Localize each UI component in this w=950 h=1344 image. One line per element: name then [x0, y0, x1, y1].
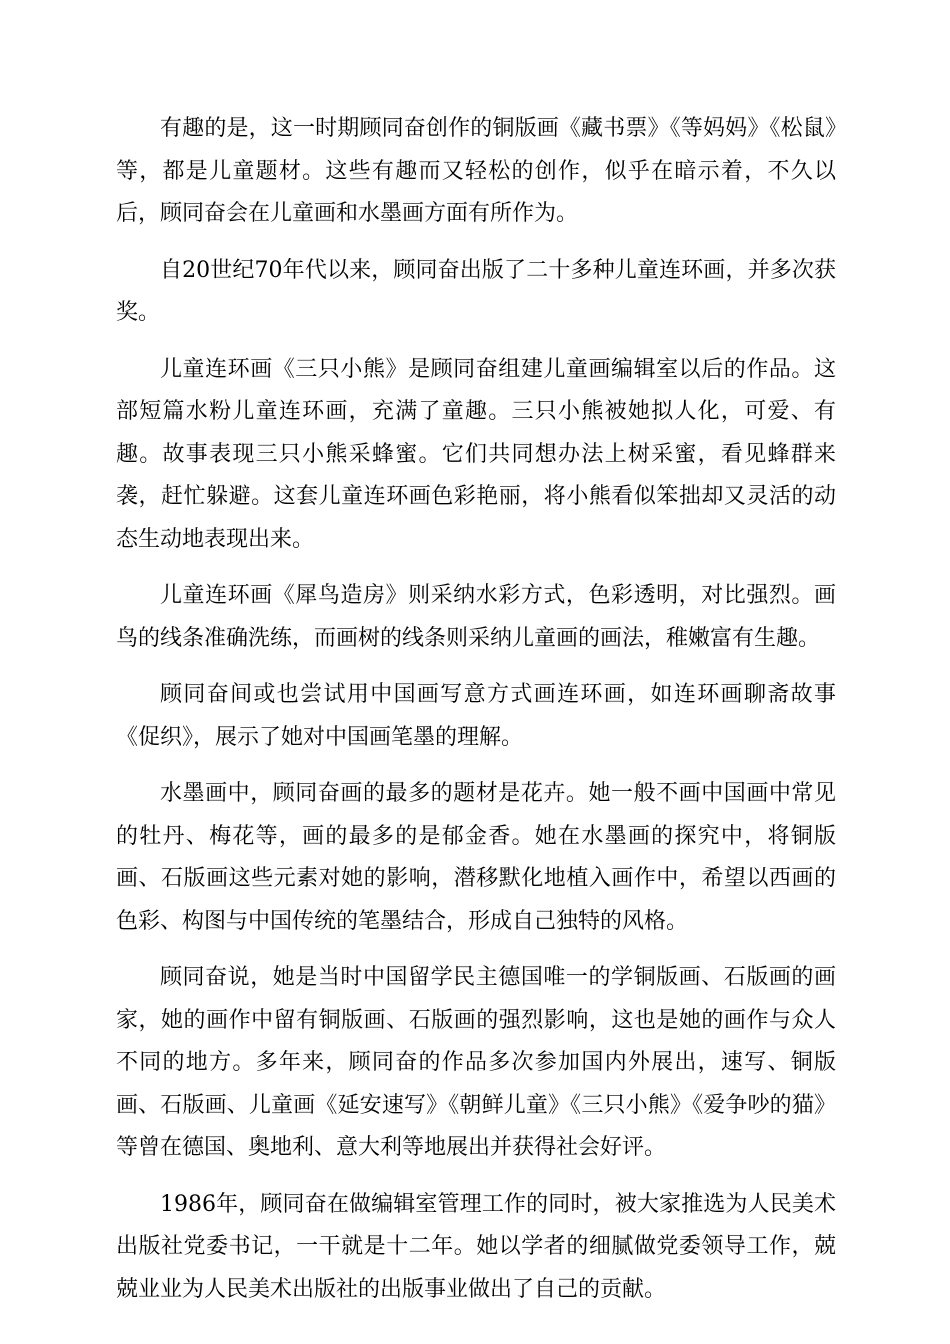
paragraph-4: 儿童连环画《犀鸟造房》则采纳水彩方式，色彩透明，对比强烈。画鸟的线条准确洗练，而画树的线条则采纳儿童画的画法，稚嫩富有生趣。	[116, 583, 836, 651]
paragraph-2: 自20世纪70年代以来，顾同奋出版了二十多种儿童连环画，并多次获奖。	[116, 257, 836, 325]
paragraph-6: 水墨画中，顾同奋画的最多的题材是花卉。她一般不画中国画中常见的牡丹、梅花等，画的最多的是郁金香。她在水墨画的探究中，将铜版画、石版画这些元素对她的影响，潜移默化地植入画作中，希望以西画的色彩、构图与中国传统的笔墨结合，形成自己独特的风格。	[116, 781, 836, 934]
paragraph-8: 1986年，顾同奋在做编辑室管理工作的同时，被大家推选为人民美术出版社党委书记，一干就是十二年。她以学者的细腻做党委领导工作，兢兢业业为人民美术出版社的出版事业做出了自己的贡献。	[116, 1191, 836, 1302]
paragraph-1: 有趣的是，这一时期顾同奋创作的铜版画《藏书票》《等妈妈》《松鼠》等，都是儿童题材。这些有趣而又轻松的创作，似乎在暗示着，不久以后，顾同奋会在儿童画和水墨画方面有所作为。	[116, 116, 836, 226]
document-page	[116, 108, 836, 1325]
paragraph-7: 顾同奋说，她是当时中国留学民主德国唯一的学铜版画、石版画的画家，她的画作中留有铜版画、石版画的强烈影响，这也是她的画作与众人不同的地方。多年来，顾同奋的作品多次参加国内外展出，速写、铜版画、石版画、儿童画《延安速写》《朝鲜儿童》《三只小熊》《爱争吵的猫》等曾在德国、奥地利、意大利等地展出并获得社会好评。	[116, 965, 836, 1160]
paragraph-5: 顾同奋间或也尝试用中国画写意方式画连环画，如连环画聊斋故事《促织》，展示了她对中国画笔墨的理解。	[116, 682, 836, 750]
paragraph-3: 儿童连环画《三只小熊》是顾同奋组建儿童画编辑室以后的作品。这部短篇水粉儿童连环画，充满了童趣。三只小熊被她拟人化，可爱、有趣。故事表现三只小熊采蜂蜜。它们共同想办法上树采蜜，看见蜂群来袭，赶忙躲避。这套儿童连环画色彩艳丽，将小熊看似笨拙却又灵活的动态生动地表现出来。	[116, 356, 836, 552]
